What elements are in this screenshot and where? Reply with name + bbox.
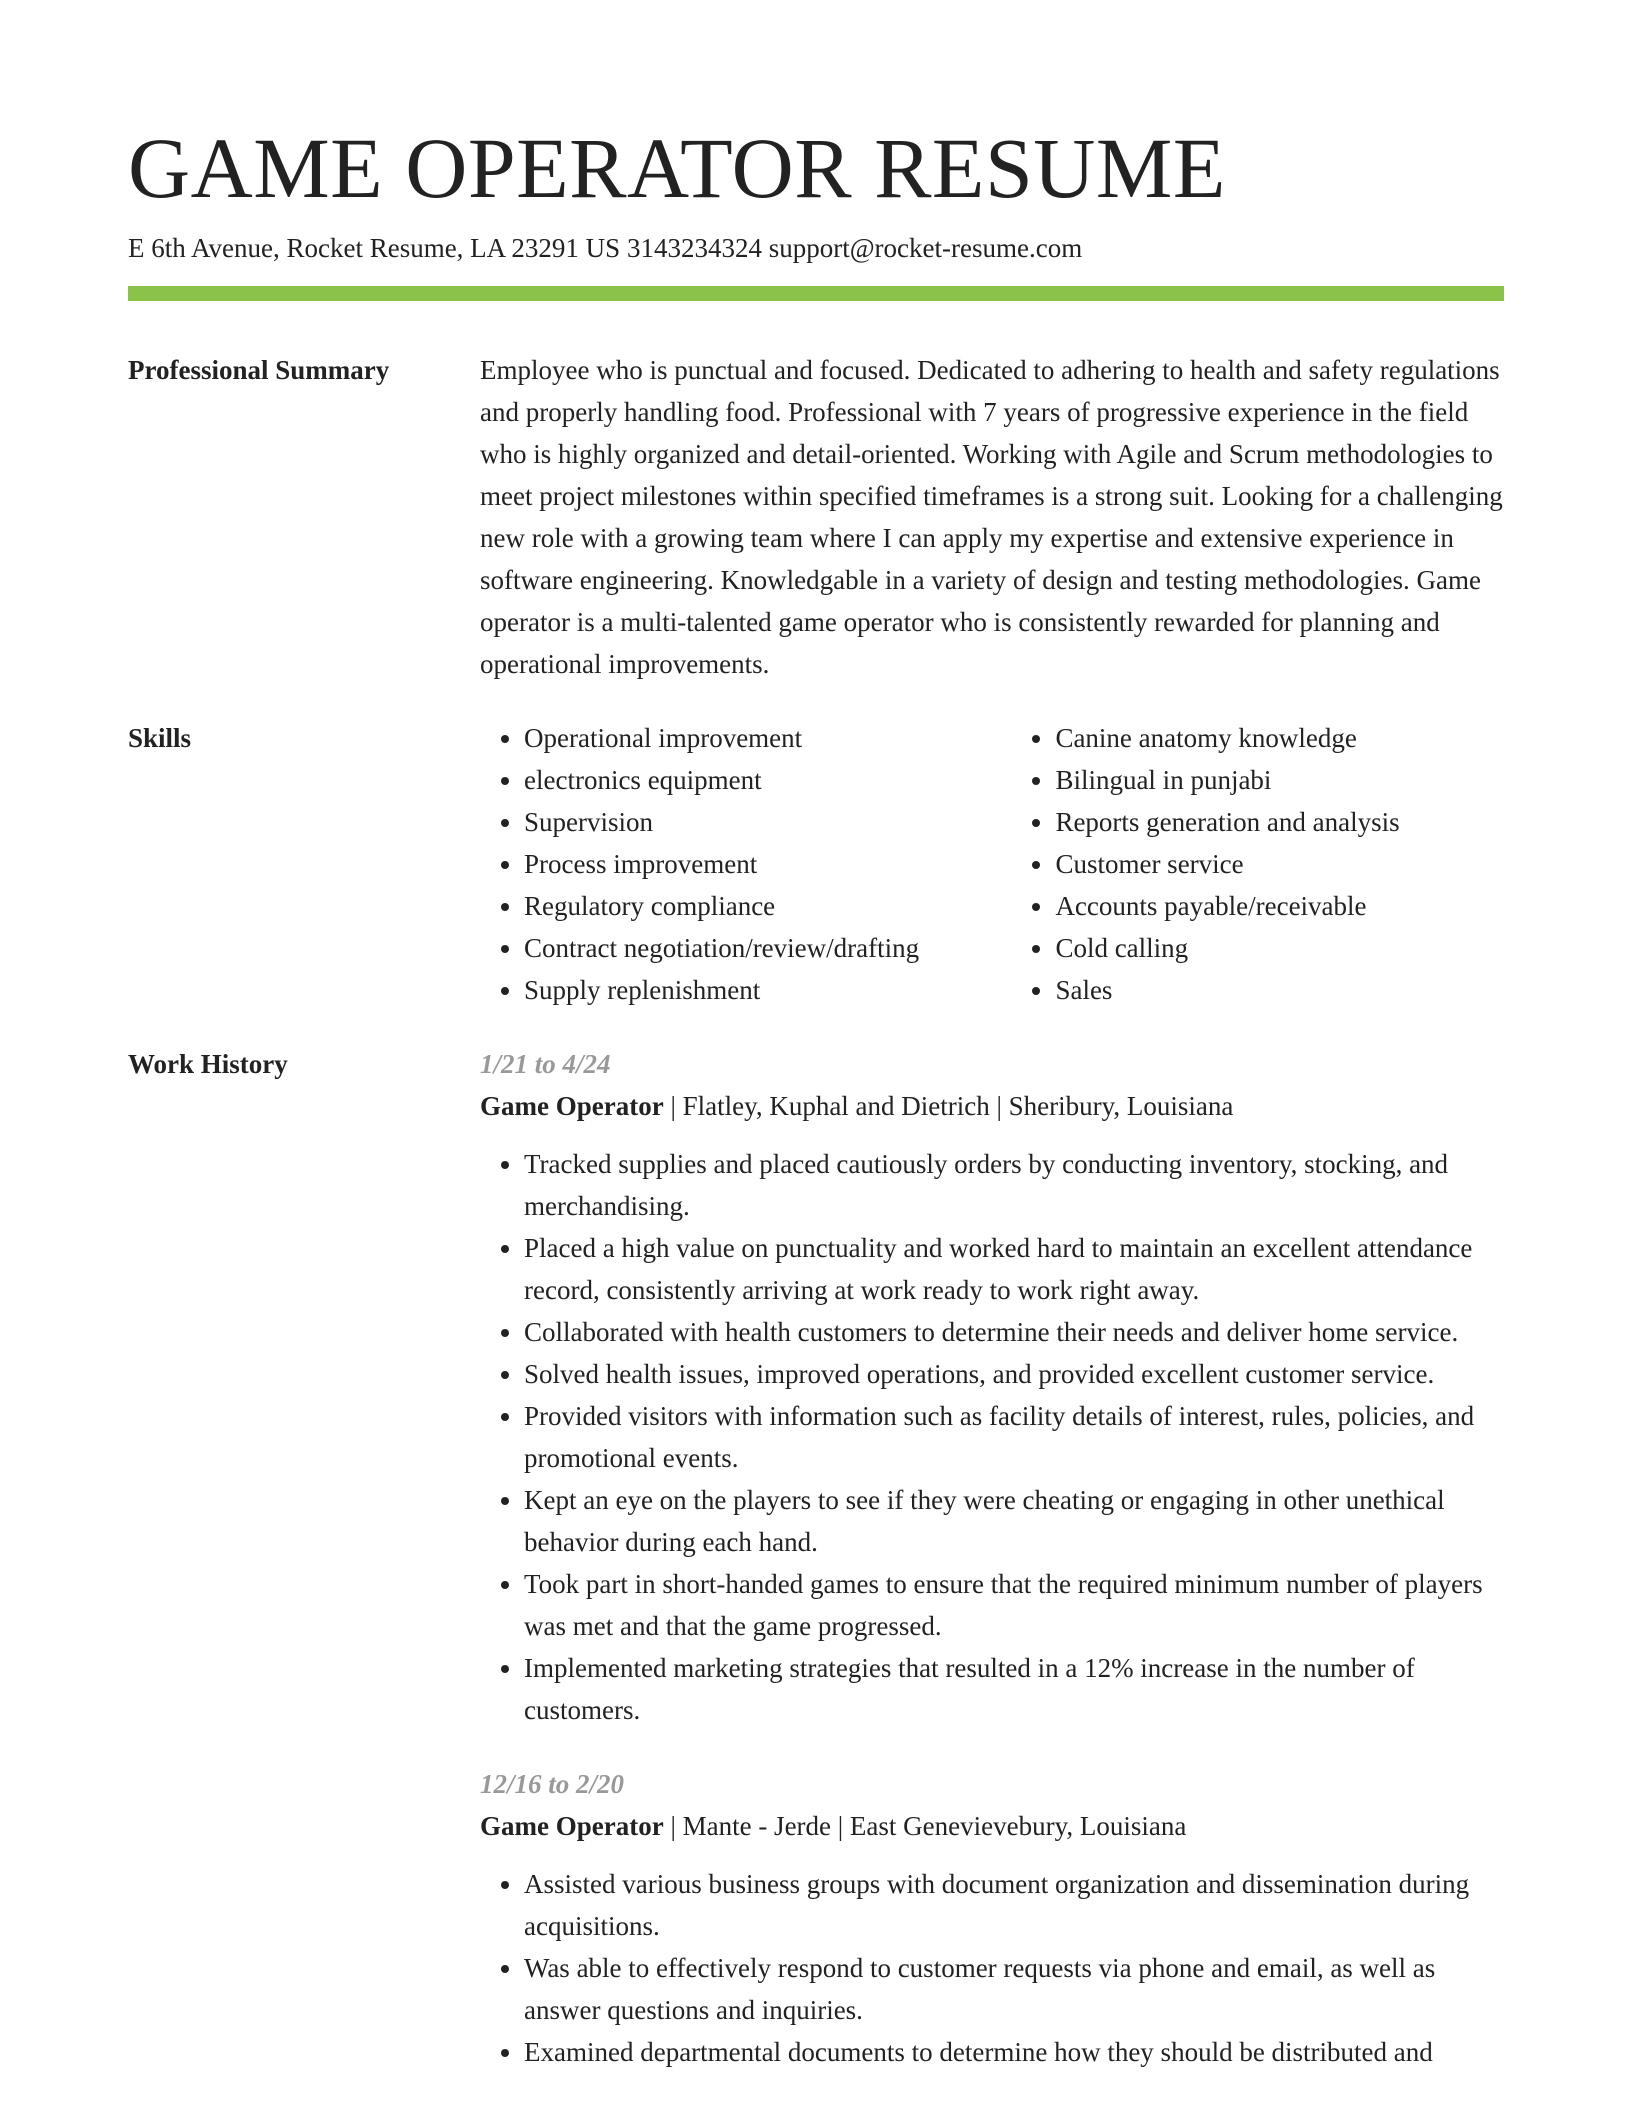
skills-list-right xyxy=(1011,717,1510,1011)
job-employer-location: | Flatley, Kuphal and Dietrich | Sheribury, Louisiana xyxy=(663,1091,1234,1121)
skill-item: • Process improvement xyxy=(524,843,1011,885)
job-role-line xyxy=(480,1085,1510,1127)
section-label-skills: Skills xyxy=(128,723,192,753)
job-duty: • Solved health issues, improved operations, and provided excellent customer service. xyxy=(524,1353,1510,1395)
section-label-work-history: Work History xyxy=(128,1049,288,1079)
skill-item: • Contract negotiation/review/drafting xyxy=(524,927,1011,969)
job-duties-list xyxy=(480,1143,1510,1731)
accent-divider xyxy=(128,286,1504,301)
skill-item: • Accounts payable/receivable xyxy=(1055,885,1510,927)
job-title: Game Operator xyxy=(480,1811,664,1841)
skill-item: • Sales xyxy=(1055,969,1510,1011)
work-history-section xyxy=(480,1043,1510,2073)
summary-section xyxy=(480,349,1510,685)
skill-item: • Customer service xyxy=(1055,843,1510,885)
job-dates: 12/16 to 2/20 xyxy=(480,1769,625,1799)
skill-item: • Operational improvement xyxy=(524,717,1011,759)
job-duty: • Implemented marketing strategies that resulted in a 12% increase in the number of customers. xyxy=(524,1647,1510,1731)
job-duty: • Was able to effectively respond to customer requests via phone and email, as well as answer questions and inquiries. xyxy=(524,1947,1510,2031)
skill-item: • Regulatory compliance xyxy=(524,885,1011,927)
job-duties-list xyxy=(480,1863,1510,2073)
skill-item: • Reports generation and analysis xyxy=(1055,801,1510,843)
skill-item: • electronics equipment xyxy=(524,759,1011,801)
job-duty: • Placed a high value on punctuality and worked hard to maintain an excellent attendance record, consistently arriving at work ready to work right away. xyxy=(524,1227,1510,1311)
skill-item: • Cold calling xyxy=(1055,927,1510,969)
job-duty: • Kept an eye on the players to see if they were cheating or engaging in other unethical behavior during each hand. xyxy=(524,1479,1510,1563)
resume-title: GAME OPERATOR RESUME xyxy=(128,120,1226,216)
summary-text: Employee who is punctual and focused. Dedicated to adhering to health and safety regulations and properly handling food. Professional with 7 years of progressive experience in the field who is highly organized and detail-oriented. Working with Agile and Scrum methodologies to meet project milestones within specified timeframes is a strong suit. Looking for a challenging new role with a growing team where I can apply my expertise and extensive experience in software engineering. Knowledgable in a variety of design and testing methodologies. Game operator is a multi-talented game operator who is consistently rewarded for planning and operational improvements. xyxy=(480,355,1503,679)
job-entry xyxy=(480,1763,1510,2073)
job-duty: • Took part in short-handed games to ensure that the required minimum number of players was met and that the game progressed. xyxy=(524,1563,1510,1647)
job-title: Game Operator xyxy=(480,1091,664,1121)
skills-section xyxy=(480,717,1510,1011)
section-label-summary: Professional Summary xyxy=(128,355,390,385)
job-duty: • Provided visitors with information such as facility details of interest, rules, policies, and promotional events. xyxy=(524,1395,1510,1479)
job-entry xyxy=(480,1043,1510,1731)
skill-item: • Supervision xyxy=(524,801,1011,843)
skills-list-left xyxy=(480,717,1011,1011)
job-dates: 1/21 to 4/24 xyxy=(480,1049,611,1079)
job-role-line xyxy=(480,1805,1510,1847)
skill-item: • Supply replenishment xyxy=(524,969,1011,1011)
job-duty: • Tracked supplies and placed cautiously orders by conducting inventory, stocking, and merchandising. xyxy=(524,1143,1510,1227)
job-duty: • Assisted various business groups with document organization and dissemination during acquisitions. xyxy=(524,1863,1510,1947)
job-employer-location: | Mante - Jerde | East Genevievebury, Louisiana xyxy=(663,1811,1187,1841)
skill-item: • Bilingual in punjabi xyxy=(1055,759,1510,801)
skill-item: • Canine anatomy knowledge xyxy=(1055,717,1510,759)
job-duty: • Collaborated with health customers to determine their needs and deliver home service. xyxy=(524,1311,1510,1353)
contact-line: E 6th Avenue, Rocket Resume, LA 23291 US 3143234324 support@rocket-resume.com xyxy=(128,233,1083,263)
job-duty: • Examined departmental documents to determine how they should be distributed and xyxy=(524,2031,1510,2073)
